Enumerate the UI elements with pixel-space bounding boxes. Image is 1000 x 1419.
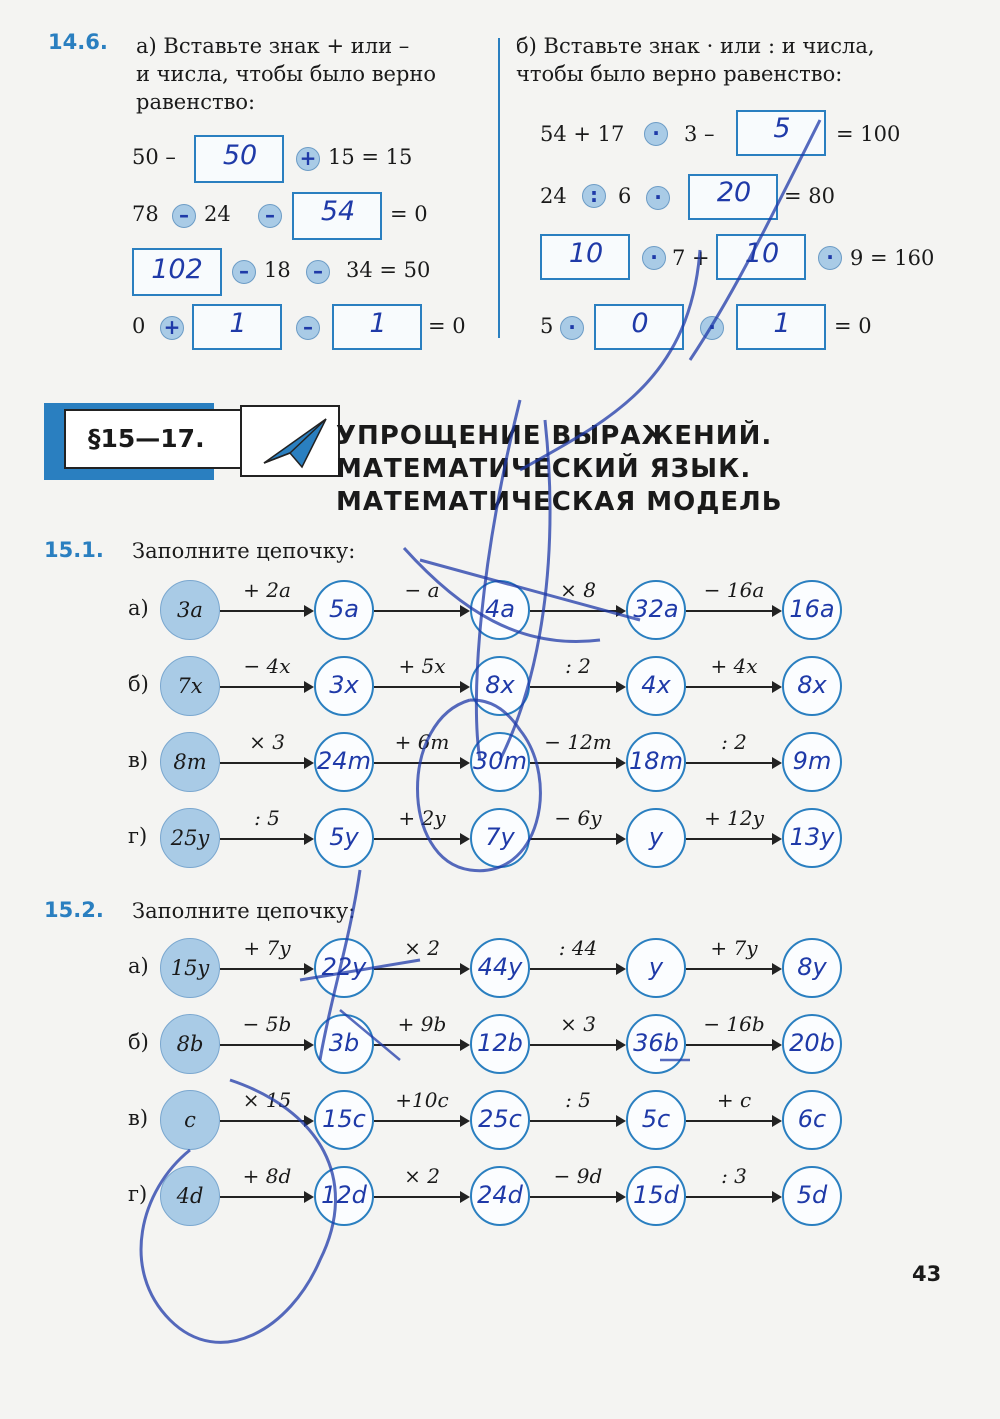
chain2-row-4-op-2: × 2: [404, 1164, 440, 1188]
chain2-row-2-op-2: + 9b: [397, 1012, 447, 1036]
chain1-row-4-op-1: : 5: [254, 806, 280, 830]
chain2-row-3-answer-4: 6c: [797, 1105, 827, 1133]
chain1-row-3-op-1: × 3: [249, 730, 285, 754]
chain1-row-4-label: г): [128, 824, 148, 848]
part-b-line-2: чтобы было верно равенство:: [516, 62, 843, 86]
chain2-row-4-answer-1: 12d: [321, 1181, 367, 1209]
chain2-row-3-op-3: : 5: [565, 1088, 591, 1112]
a-row2-left: 78: [132, 202, 159, 226]
chain1-row-2-answer-4: 8x: [797, 671, 827, 699]
chain1-row-4-op-2: + 2y: [398, 806, 446, 830]
chain2-row-1-answer-2: 44y: [477, 953, 523, 981]
b-row4-sign1[interactable]: ·: [560, 316, 584, 340]
chain1-row-3-answer-3: 18m: [629, 747, 683, 775]
chain1-row-2-op-4: + 4x: [710, 654, 758, 678]
chain2-row-3-op-1: × 15: [242, 1088, 292, 1112]
b-row1-right: = 100: [836, 122, 901, 146]
chain2-row-2-answer-1: 3b: [328, 1029, 360, 1057]
b-row1-box-answer: 5: [773, 113, 791, 144]
b-row4-box2-answer: 1: [773, 308, 791, 339]
b-row3-box2-answer: 10: [744, 238, 780, 269]
chain1-row-3-label: в): [128, 748, 149, 772]
chain2-row-1-op-3: : 44: [558, 936, 598, 960]
b-row3-box1-answer: 10: [568, 238, 604, 269]
chain1-row-4-answer-2: 7y: [485, 823, 515, 851]
chain2-row-4-op-3: − 9d: [553, 1164, 603, 1188]
b-row1-left: 54 + 17: [540, 122, 625, 146]
task-15-2-prompt: Заполните цепочку:: [132, 899, 356, 923]
chain2-row-1-answer-4: 8y: [797, 953, 827, 981]
chain2-row-3-op-2: +10c: [395, 1088, 449, 1112]
chain2-row-1-op-2: × 2: [404, 936, 440, 960]
a-row2-right: = 0: [390, 202, 428, 226]
b-row3-sign2[interactable]: ·: [818, 246, 842, 270]
chain1-row-1-start: 3a: [160, 580, 220, 640]
task-14-6-number: 14.6.: [48, 30, 108, 54]
chain2-row-1-answer-3: y: [648, 953, 664, 981]
chain1-row-1-op-2: − a: [404, 578, 440, 602]
chain1-row-3-answer-2: 30m: [473, 747, 527, 775]
chain2-row-4-start: 4d: [160, 1166, 220, 1226]
b-row1-mid: 3 –: [684, 122, 715, 146]
a-row4-box1-answer: 1: [229, 308, 247, 339]
a-row1-right: 15 = 15: [328, 145, 413, 169]
a-row2-sign1[interactable]: –: [172, 204, 196, 228]
chain1-row-3-start: 8m: [160, 732, 220, 792]
chain1-row-2-label: б): [128, 672, 149, 696]
chain1-row-4-answer-1: 5y: [329, 823, 359, 851]
chain2-row-3-start: c: [160, 1090, 220, 1150]
chain1-row-1-answer-1: 5a: [329, 595, 359, 623]
chain1-row-1-op-1: + 2a: [243, 578, 291, 602]
part-a-label: а): [136, 34, 157, 58]
chain1-row-2-op-2: + 5x: [398, 654, 446, 678]
chain2-row-4-op-4: : 3: [721, 1164, 747, 1188]
b-row4-sign2[interactable]: ·: [700, 316, 724, 340]
part-a-line-2: и числа, чтобы было верно: [136, 62, 437, 86]
chain1-row-4-op-3: − 6y: [554, 806, 602, 830]
a-row4-sign1[interactable]: +: [160, 316, 184, 340]
b-row2-mid: 6: [618, 184, 632, 208]
chain2-row-2-answer-3: 36b: [633, 1029, 679, 1057]
chain1-row-1-answer-2: 4a: [485, 595, 515, 623]
section-title-line-1: УПРОЩЕНИЕ ВЫРАЖЕНИЙ.: [336, 421, 773, 451]
chain2-row-2-start: 8b: [160, 1014, 220, 1074]
chain1-row-4-answer-4: 13y: [789, 823, 835, 851]
b-row4-left: 5: [540, 314, 554, 338]
a-row3-sign1[interactable]: –: [232, 260, 256, 284]
b-row1-sign[interactable]: ·: [644, 122, 668, 146]
chain1-row-2-answer-1: 3x: [329, 671, 359, 699]
part-a-line-3: равенство:: [136, 90, 256, 114]
part-b-label: б): [516, 34, 537, 58]
chain2-row-4-label: г): [128, 1182, 148, 1206]
a-row1-left: 50 –: [132, 145, 176, 169]
a-row4-sign2[interactable]: –: [296, 316, 320, 340]
chain2-row-1-op-4: + 7y: [710, 936, 758, 960]
part-a-line-1: Вставьте знак + или –: [163, 34, 410, 58]
task-15-2-number: 15.2.: [44, 898, 104, 922]
chain1-row-4-start: 25y: [160, 808, 220, 868]
chain2-row-1-op-1: + 7y: [243, 936, 291, 960]
chain2-row-3-op-4: + c: [716, 1088, 752, 1112]
a-row3-box-answer: 102: [151, 254, 203, 285]
chain1-row-1-op-4: − 16a: [703, 578, 765, 602]
a-row4-box2-answer: 1: [369, 308, 387, 339]
chain1-row-1-label: а): [128, 596, 149, 620]
section-number: §15—17.: [64, 409, 242, 469]
task-15-1-prompt: Заполните цепочку:: [132, 539, 356, 563]
b-row2-right: = 80: [784, 184, 835, 208]
chain2-row-2-op-4: − 16b: [703, 1012, 765, 1036]
a-row2-sign2[interactable]: –: [258, 204, 282, 228]
a-row4-right: = 0: [428, 314, 466, 338]
part-b-line-1: Вставьте знак · или : и числа,: [543, 34, 875, 58]
section-title-line-3: МАТЕМАТИЧЕСКАЯ МОДЕЛЬ: [336, 487, 783, 517]
section-title-line-2: МАТЕМАТИЧЕСКИЙ ЯЗЫК.: [336, 454, 752, 484]
chain2-row-4-op-1: + 8d: [242, 1164, 292, 1188]
chain1-row-4-op-4: + 12y: [704, 806, 764, 830]
chain1-row-3-op-2: + 6m: [394, 730, 450, 754]
b-row2-left: 24: [540, 184, 567, 208]
chain2-row-3-label: в): [128, 1106, 149, 1130]
a-row2-box-answer: 54: [320, 196, 356, 227]
chain1-row-2-op-3: : 2: [565, 654, 591, 678]
a-row3-right: 34 = 50: [346, 258, 431, 282]
chain2-row-2-op-3: × 3: [560, 1012, 596, 1036]
chain2-row-3-answer-3: 5c: [641, 1105, 671, 1133]
chain1-row-1-answer-3: 32a: [633, 595, 679, 623]
chain2-row-1-label: а): [128, 954, 149, 978]
chain1-row-3-answer-4: 9m: [792, 747, 832, 775]
chain2-row-1-answer-1: 22y: [321, 953, 367, 981]
page-number: 43: [912, 1262, 942, 1286]
chain2-row-2-op-1: − 5b: [242, 1012, 292, 1036]
chain2-row-2-answer-4: 20b: [789, 1029, 835, 1057]
chain1-row-3-op-4: : 2: [721, 730, 747, 754]
chain2-row-4-answer-4: 5d: [796, 1181, 828, 1209]
chain2-row-4-answer-2: 24d: [477, 1181, 523, 1209]
chain2-row-2-label: б): [128, 1030, 149, 1054]
task-15-1-number: 15.1.: [44, 538, 104, 562]
a-row1-box-answer: 50: [222, 140, 258, 171]
chain1-row-1-answer-4: 16a: [789, 595, 835, 623]
b-row4-box1-answer: 0: [631, 308, 649, 339]
chain1-row-2-op-1: − 4x: [243, 654, 291, 678]
b-row3-right: 9 = 160: [850, 246, 935, 270]
b-row2-sign1[interactable]: :: [582, 184, 606, 208]
chain2-row-1-start: 15y: [160, 938, 220, 998]
a-row1-sign[interactable]: +: [296, 147, 320, 171]
a-row3-mid: 18: [264, 258, 291, 282]
chain1-row-1-op-3: × 8: [560, 578, 596, 602]
chain2-row-2-answer-2: 12b: [477, 1029, 523, 1057]
chain2-row-3-answer-1: 15c: [322, 1105, 366, 1133]
chain1-row-3-op-3: − 12m: [544, 730, 612, 754]
b-row3-sign1[interactable]: ·: [642, 246, 666, 270]
b-row2-box-answer: 20: [716, 177, 752, 208]
b-row4-right: = 0: [834, 314, 872, 338]
a-row2-mid: 24: [204, 202, 231, 226]
chain1-row-3-answer-1: 24m: [317, 747, 371, 775]
chain1-row-2-start: 7x: [160, 656, 220, 716]
b-row3-mid: 7 +: [672, 246, 710, 270]
b-row2-sign2[interactable]: ·: [646, 186, 670, 210]
a-row3-sign2[interactable]: –: [306, 260, 330, 284]
chain1-row-4-answer-3: y: [648, 823, 664, 851]
chain1-row-2-answer-3: 4x: [641, 671, 671, 699]
chain2-row-3-answer-2: 25c: [478, 1105, 522, 1133]
chain1-row-2-answer-2: 8x: [485, 671, 515, 699]
a-row4-left: 0: [132, 314, 146, 338]
chain2-row-4-answer-3: 15d: [633, 1181, 679, 1209]
